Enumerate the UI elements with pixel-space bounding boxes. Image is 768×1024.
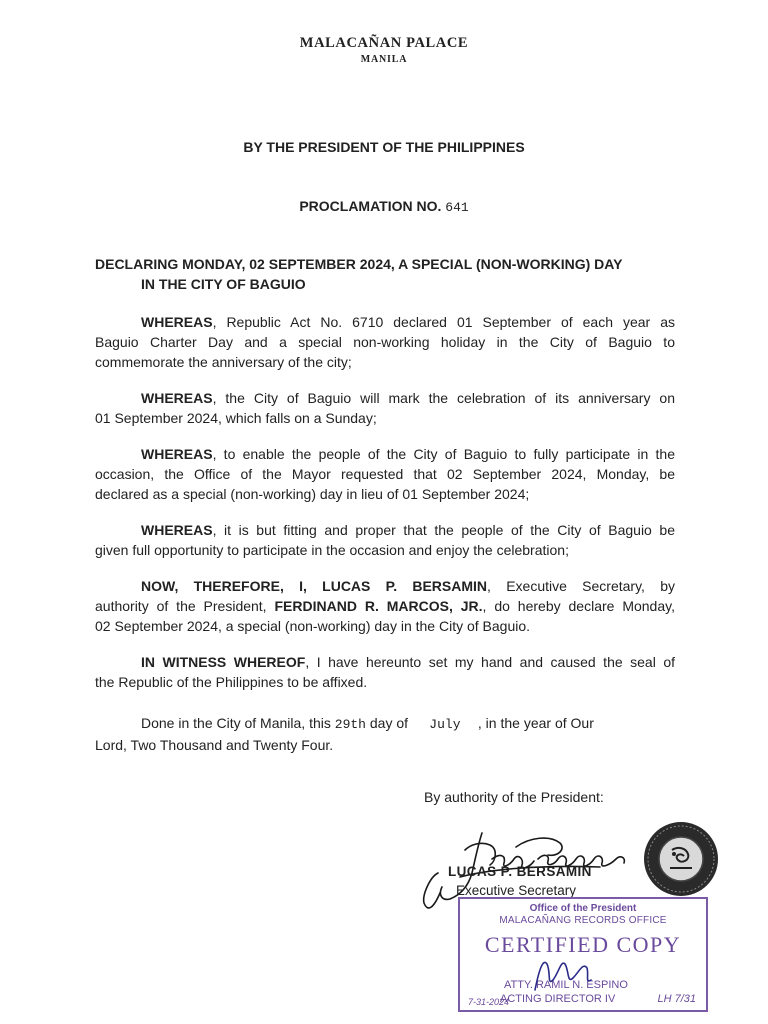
stamp-atty-name: ATTY. RAMIL N. ESPINO [504, 979, 628, 991]
president-name: FERDINAND R. MARCOS, JR. [274, 598, 483, 614]
stamp-signature [525, 950, 605, 1000]
clause-text: , in the year of Our [477, 715, 594, 731]
clause-text: the Republic of the Philippines to be affixed. [95, 674, 368, 690]
clause-text: Baguio Charter Day and a special non-working holiday in the City of Baguio to [95, 334, 675, 350]
stamp-certified-copy: CERTIFIED COPY [484, 932, 682, 957]
stamp-date: 7-31-2024 [468, 997, 510, 1007]
stamp-director-title: ACTING DIRECTOR IV [500, 993, 616, 1005]
clause-text: occasion, the Office of the Mayor requested that 02 September 2024, Monday, be [95, 466, 675, 482]
header-city: MANILA [360, 54, 408, 65]
month-value: July [429, 717, 461, 732]
clause-lead: WHEREAS [141, 314, 213, 330]
stamp-records-office: MALACAÑANG RECORDS OFFICE [499, 915, 667, 926]
by-authority-label: By authority of the President: [424, 789, 604, 805]
clause-text: given full opportunity to participate in the occasion and enjoy the celebration; [95, 542, 569, 558]
witness-clause [95, 652, 675, 692]
title-line-1: DECLARING MONDAY, 02 SEPTEMBER 2024, A SPECIAL (NON-WORKING) DAY [95, 256, 623, 272]
official-seal-icon [642, 820, 720, 898]
clause-text: , to enable the people of the City of Baguio to fully participate in the [212, 446, 675, 462]
clause-text: , I have hereunto set my hand and caused the seal of [305, 654, 675, 670]
clause-text: , Republic Act No. 6710 declared 01 September of each year as [212, 314, 675, 330]
clause-lead: WHEREAS [141, 522, 213, 538]
proclamation-label: PROCLAMATION NO. [299, 198, 442, 214]
clause-text: , the City of Baguio will mark the celebration of its anniversary on [212, 390, 675, 406]
clause-text: , do hereby declare Monday, [482, 598, 675, 614]
day-value: 29th [334, 717, 366, 732]
whereas-clause-4 [95, 520, 675, 560]
clause-lead: IN WITNESS WHEREOF [141, 654, 306, 670]
clause-text: authority of the President, [95, 598, 275, 614]
clause-text: , it is but fitting and proper that the people of the City of Baguio be [212, 522, 675, 538]
stamp-initials: LH 7/31 [657, 993, 696, 1005]
done-clause [95, 713, 675, 755]
clause-lead: NOW, THEREFORE, I, LUCAS P. BERSAMIN [141, 578, 488, 594]
clause-text: commemorate the anniversary of the city; [95, 354, 352, 370]
issuer-heading: BY THE PRESIDENT OF THE PHILIPPINES [243, 139, 525, 155]
clause-lead: WHEREAS [141, 446, 213, 462]
signatory-name: LUCAS P. BERSAMIN [448, 864, 592, 879]
whereas-clause-1 [95, 312, 675, 372]
clause-text: declared as a special (non-working) day in lieu of 01 September 2024; [95, 486, 530, 502]
clause-lead: WHEREAS [141, 390, 213, 406]
clause-text: Lord, Two Thousand and Twenty Four. [95, 737, 334, 753]
clause-text: Done in the City of Manila, this [141, 715, 335, 731]
proclamation-heading [0, 198, 768, 215]
proclamation-title [95, 254, 695, 294]
clause-text: 01 September 2024, which falls on a Sunday; [95, 410, 377, 426]
stamp-office: Office of the President [529, 903, 637, 914]
title-line-2: IN THE CITY OF BAGUIO [141, 276, 306, 292]
clause-text: 02 September 2024, a special (non-working) day in the City of Baguio. [95, 618, 531, 634]
whereas-clause-3 [95, 444, 675, 504]
whereas-clause-2 [95, 388, 675, 428]
proclamation-number: 641 [445, 200, 469, 215]
header-palace: MALACAÑAN PALACE [299, 35, 469, 51]
clause-text: , Executive Secretary, by [487, 578, 675, 594]
now-therefore-clause [95, 576, 675, 636]
signatory-title: Executive Secretary [456, 883, 577, 898]
clause-text: day of [365, 715, 412, 731]
